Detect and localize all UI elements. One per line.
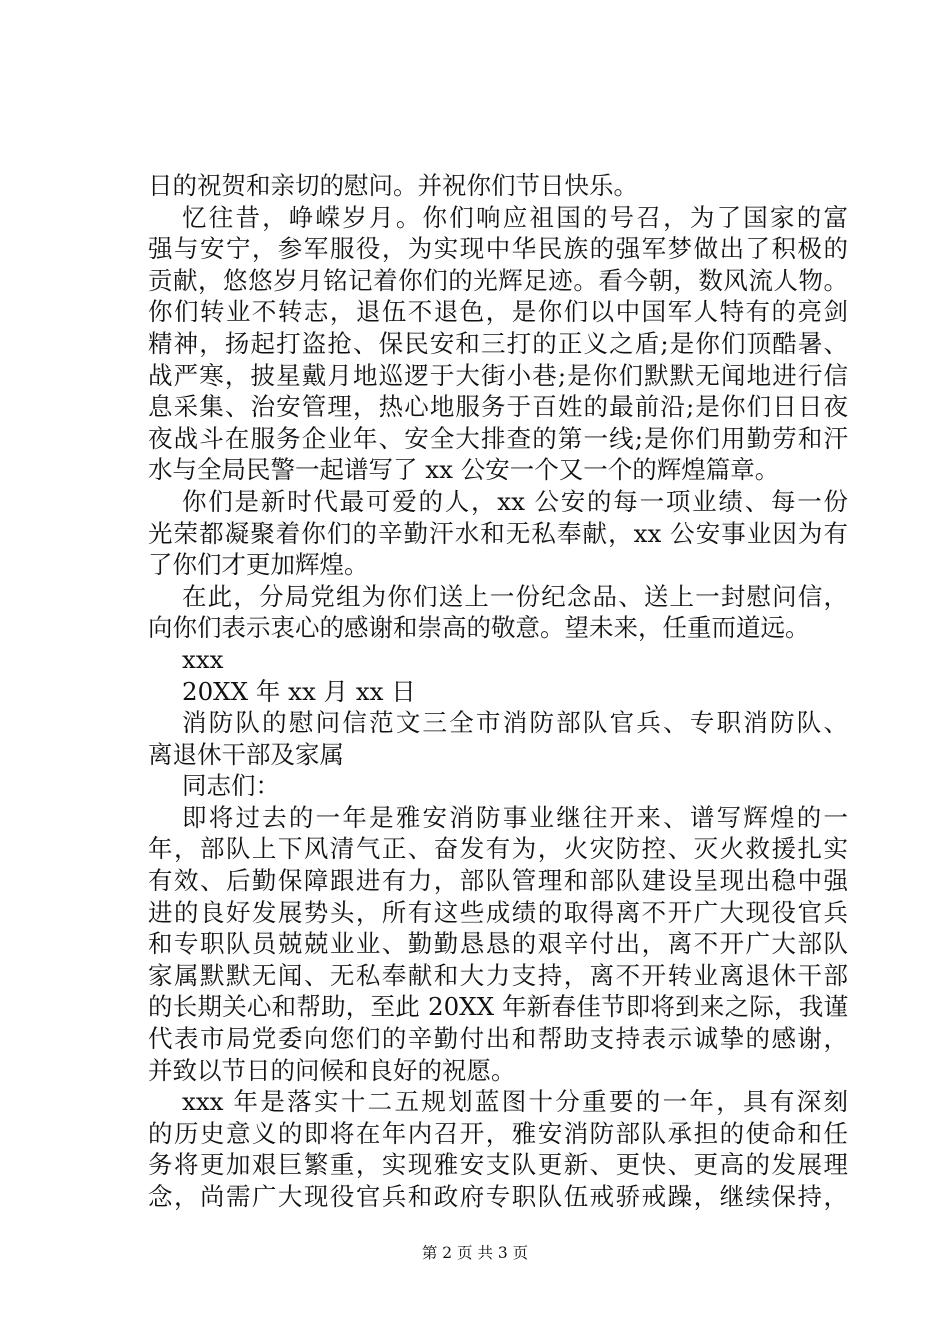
text-line: 贡献，悠悠岁月铭记着你们的光辉足迹。看今朝，数风流人物。: [148, 265, 848, 295]
text-line: 年，部队上下风清气正、奋发有为，火灾防控、灭火救援扎实: [148, 834, 848, 864]
text-line: 的历史意义的即将在年内召开，雅安消防部队承担的使命和任: [148, 1118, 848, 1148]
text-line: 向你们表示衷心的感谢和崇高的敬意。望未来，任重而道远。: [148, 613, 810, 643]
text-line: 和专职队员兢兢业业、勤勤恳恳的艰辛付出，离不开广大部队: [148, 929, 848, 959]
text-line: 你们是新时代最可爱的人，xx 公安的每一项业绩、每一份: [182, 486, 848, 516]
text-line: 日的祝贺和亲切的慰问。并祝你们节日快乐。: [148, 171, 638, 200]
text-line: 你们转业不转志，退伍不退色，是你们以中国军人特有的亮剑: [148, 297, 848, 327]
text-line: 离退休干部及家属: [148, 739, 344, 769]
text-line: 同志们：: [182, 771, 280, 801]
text-line: 并致以节日的问候和良好的祝愿。: [148, 1055, 516, 1085]
text-line: xxx: [182, 644, 224, 674]
text-line: xxx 年是落实十二五规划蓝图十分重要的一年，具有深刻: [182, 1087, 848, 1117]
text-line: 水与全局民警一起谱写了 xx 公安一个又一个的辉煌篇章。: [148, 455, 780, 485]
text-line: 精神，扬起打盗抢、保民安和三打的正义之盾;是你们顶酷暑、: [148, 328, 848, 358]
text-line: 代表市局党委向您们的辛勤付出和帮助支持表示诚挚的感谢，: [148, 1024, 848, 1054]
text-line: 息采集、治安管理，热心地服务于百姓的最前沿;是你们日日夜: [148, 392, 848, 422]
text-line: 消防队的慰问信范文三全市消防部队官兵、专职消防队、: [182, 708, 848, 738]
text-line: 务将更加艰巨繁重，实现雅安支队更新、更快、更高的发展理: [148, 1150, 848, 1180]
text-line: 光荣都凝聚着你们的辛勤汗水和无私奉献，xx 公安事业因为有: [148, 518, 848, 548]
text-line: 在此，分局党组为你们送上一份纪念品、送上一封慰问信，: [182, 581, 848, 611]
text-line: 进的良好发展势头，所有这些成绩的取得离不开广大现役官兵: [148, 897, 848, 927]
text-line: 强与安宁，参军服役，为实现中华民族的强军梦做出了积极的: [148, 234, 848, 264]
text-line: 即将过去的一年是雅安消防事业继往开来、谱写辉煌的一: [182, 802, 848, 832]
text-line: 家属默默无闻、无私奉献和大力支持，离不开转业离退休干部: [148, 960, 848, 990]
text-line: 夜战斗在服务企业年、安全大排查的第一线;是你们用勤劳和汗: [148, 423, 848, 453]
page-footer: 第 2 页 共 3 页: [421, 1244, 529, 1262]
text-line: 了你们才更加辉煌。: [148, 550, 369, 580]
text-line: 有效、后勤保障跟进有力，部队管理和部队建设呈现出稳中强: [148, 866, 848, 896]
text-line: 念，尚需广大现役官兵和政府专职队伍戒骄戒躁，继续保持，: [148, 1182, 848, 1211]
letter-body: [148, 170, 848, 1213]
text-line: 20XX 年 xx 月 xx 日: [182, 676, 416, 706]
text-line: 忆往昔，峥嵘岁月。你们响应祖国的号召，为了国家的富: [182, 202, 848, 232]
text-line: 的长期关心和帮助，至此 20XX 年新春佳节即将到来之际，我谨: [148, 992, 848, 1022]
text-line: 战严寒，披星戴月地巡逻于大街小巷;是你们默默无闻地进行信: [148, 360, 848, 390]
